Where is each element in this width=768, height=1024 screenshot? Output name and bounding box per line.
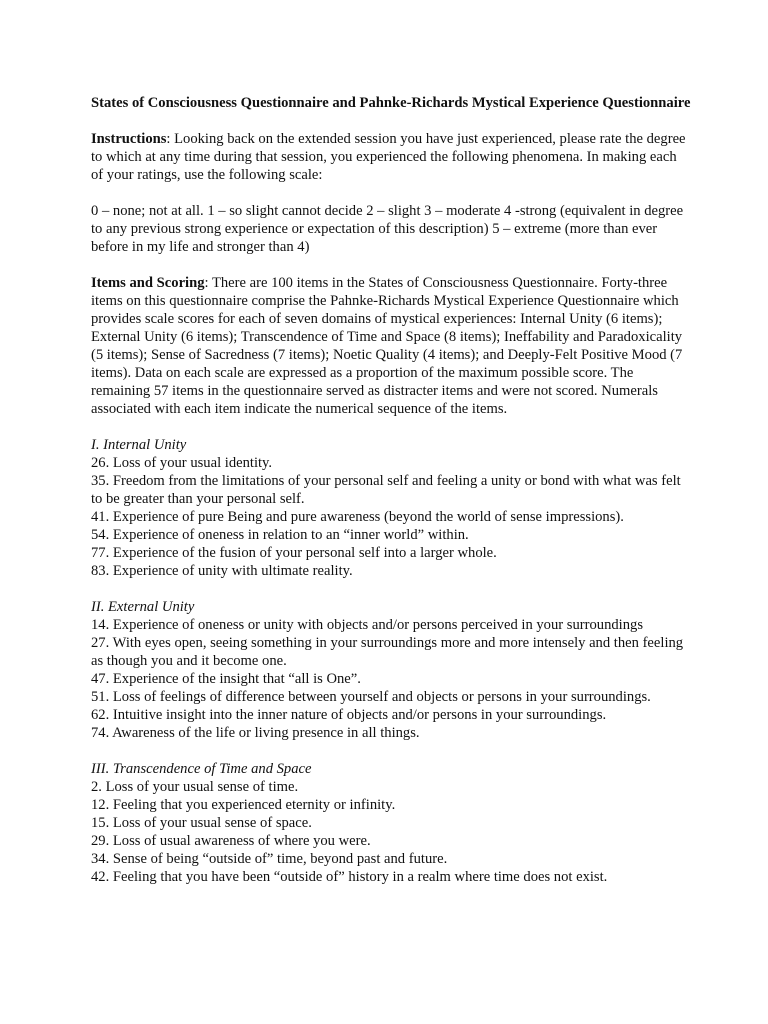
list-item: 34. Sense of being “outside of” time, beyond past and future.: [91, 851, 448, 867]
section-external-unity: [91, 598, 691, 742]
instructions-text: : Looking back on the extended session you have just experienced, please rate the degree to which at any time during that session, you experienced the following phenomena. In making each of your ratings, use the following scale:: [91, 131, 686, 183]
items-scoring-paragraph: [91, 274, 691, 418]
document-title: States of Consciousness Questionnaire and Pahnke-Richards Mystical Experience Questionnaire: [91, 95, 691, 111]
list-item: 26. Loss of your usual identity.: [91, 455, 273, 471]
section-title: III. Transcendence of Time and Space: [91, 761, 312, 777]
instructions-paragraph: [91, 130, 691, 184]
section-transcendence-time-space: [91, 760, 691, 886]
list-item: 27. With eyes open, seeing something in your surroundings more and more intensely and then feeling as though you and it become one.: [91, 635, 684, 669]
list-item: 74. Awareness of the life or living presence in all things.: [91, 725, 420, 741]
list-item: 77. Experience of the fusion of your personal self into a larger whole.: [91, 545, 497, 561]
section-title: I. Internal Unity: [91, 437, 187, 453]
section-internal-unity: [91, 436, 691, 580]
list-item: 62. Intuitive insight into the inner nature of objects and/or persons in your surroundings.: [91, 707, 607, 723]
list-item: 35. Freedom from the limitations of your personal self and feeling a unity or bond with what was felt to be greater than your personal self.: [91, 473, 681, 507]
items-scoring-text: : There are 100 items in the States of Consciousness Questionnaire. Forty-three items on this questionnaire comprise the Pahnke-Richards Mystical Experience Questionnaire which provides scale scores for each of seven domains of mystical experiences: Internal Unity (6 items); External Unity (6 items); Transcendence of Time and Space (8 items); Ineffability and Paradoxicality (5 items); Sense of Sacredness (7 items); Noetic Quality (4 items); and Deeply-Felt Positive Mood (7 items). Data on each scale are expressed as a proportion of the maximum possible score. The remaining 57 items in the questionnaire served as distracter items and were not scored. Numerals associated with each item indicate the numerical sequence of the items.: [91, 275, 683, 417]
rating-scale-paragraph: 0 – none; not at all. 1 – so slight cannot decide 2 – slight 3 – moderate 4 -strong (equivalent in degree to any previous strong experience or expectation of this description) 5 – extreme (more than ever before in my life and stronger than 4): [91, 203, 684, 255]
list-item: 42. Feeling that you have been “outside of” history in a realm where time does not exist.: [91, 869, 608, 885]
items-scoring-label: Items and Scoring: [91, 275, 205, 291]
list-item: 41. Experience of pure Being and pure awareness (beyond the world of sense impressions).: [91, 509, 624, 525]
list-item: 47. Experience of the insight that “all is One”.: [91, 671, 361, 687]
instructions-label: Instructions: [91, 131, 167, 147]
list-item: 12. Feeling that you experienced eternity or infinity.: [91, 797, 396, 813]
list-item: 15. Loss of your usual sense of space.: [91, 815, 312, 831]
document-page: [91, 94, 691, 904]
list-item: 83. Experience of unity with ultimate reality.: [91, 563, 353, 579]
list-item: 51. Loss of feelings of difference between yourself and objects or persons in your surroundings.: [91, 689, 651, 705]
list-item: 2. Loss of your usual sense of time.: [91, 779, 299, 795]
list-item: 29. Loss of usual awareness of where you were.: [91, 833, 371, 849]
list-item: 14. Experience of oneness or unity with objects and/or persons perceived in your surroundings: [91, 617, 643, 633]
section-title: II. External Unity: [91, 599, 195, 615]
list-item: 54. Experience of oneness in relation to an “inner world” within.: [91, 527, 469, 543]
